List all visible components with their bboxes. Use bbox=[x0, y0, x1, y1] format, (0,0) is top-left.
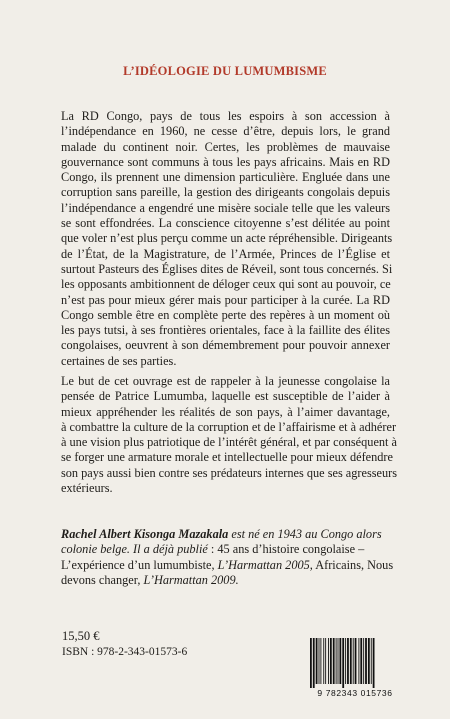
summary-paragraph bbox=[61, 109, 393, 369]
barcode-bars bbox=[308, 638, 402, 688]
bio-text: colonie belge. Il a déjà publié bbox=[61, 542, 208, 557]
author-name: Rachel Albert Kisonga Mazakala bbox=[61, 527, 229, 541]
price: 15,50 € bbox=[62, 629, 100, 643]
isbn: ISBN : 978-2-343-01573-6 bbox=[62, 646, 188, 658]
purpose-line: son pays aussi bien contre ses prédateurs internes que ses agresseurs bbox=[61, 465, 398, 480]
summary-line: l’indépendance a engendré une misère sociale telle que les valeurs bbox=[61, 200, 390, 215]
summary-line: l’indépendance en 1960, ne cesse d’être, depuis lors, le grand bbox=[61, 124, 390, 139]
purpose-line: extérieurs. bbox=[61, 481, 113, 496]
summary-line: gouvernance sont communs à tous les pays africains. Mais en RD bbox=[61, 154, 390, 169]
bio-publisher: L’Harmattan 2009. bbox=[143, 572, 239, 587]
bio-publisher: L’Harmattan 2005, bbox=[217, 557, 313, 572]
bio-text: est né en 1943 au Congo alors bbox=[228, 527, 382, 541]
book-title: L’IDÉOLOGIE DU LUMUMBISME bbox=[123, 64, 327, 78]
author-bio bbox=[61, 527, 394, 588]
purpose-paragraph bbox=[61, 374, 398, 496]
summary-line: Congo, ils prennent une dimension particulière. Engluée dans une bbox=[61, 170, 390, 185]
purpose-line: pensée de Patrice Lumumba, laquelle est susceptible de l’aider à bbox=[61, 389, 390, 404]
purpose-line: Le but de cet ouvrage est de rappeler à la jeunesse congolaise la bbox=[61, 374, 390, 388]
bio-text: : 45 ans d’histoire congolaise – bbox=[207, 542, 365, 557]
bio-book-title: Africains, Nous bbox=[312, 557, 394, 572]
summary-line: se sont effondrées. La conscience citoyenne s’est délitée au point bbox=[61, 216, 390, 231]
summary-line: de l’État, de la Magistrature, de l’Armée, Princes de l’Église et bbox=[61, 246, 390, 261]
summary-line: que voler n’est plus perçu comme un acte répréhensible. Dirigeants bbox=[61, 231, 393, 246]
summary-line: surtout Pasteurs des Églises dites de Réveil, sont tous concernés. Si bbox=[61, 261, 393, 276]
bio-book-title: L’expérience d’un lumumbiste, bbox=[61, 557, 218, 572]
purpose-line: à une vision plus patriotique de l’intérêt général, et par conséquent à bbox=[61, 435, 397, 450]
purpose-line: se forger une armature morale et intellectuelle pour mieux défendre bbox=[61, 450, 393, 465]
summary-line: Congo semble être en complète perte des repères à un moment où bbox=[61, 307, 390, 322]
purpose-line: à combattre la culture de la corruption et de l’affairisme et à adhérer bbox=[61, 419, 397, 434]
bio-book-title: devons changer, bbox=[61, 572, 144, 587]
summary-line: corruption sans pareille, la gestion des dirigeants congolais depuis bbox=[61, 185, 390, 200]
summary-line: congolaises, oeuvrent à son démembrement pour pouvoir annexer bbox=[61, 338, 390, 353]
barcode bbox=[308, 638, 402, 698]
summary-line: les pays tutsi, à ses frontières orientales, face à la faillite des élites bbox=[61, 323, 390, 338]
purpose-line: mieux appréhender les réalités de son pays, à l’aimer davantage, bbox=[61, 404, 390, 419]
summary-line: les opposants ambitionnent de déloger ceux qui sont au pouvoir, ce bbox=[61, 277, 391, 292]
summary-line: certaines de ses parties. bbox=[61, 353, 177, 368]
summary-line: La RD Congo, pays de tous les espoirs à son accession à bbox=[61, 109, 390, 123]
summary-line: malade du continent noir. Certes, les problèmes de mauvaise bbox=[61, 139, 390, 154]
barcode-digits: 9 782343 015736 bbox=[317, 688, 393, 698]
summary-line: n’est pas pour mieux gérer mais pour participer à la curée. La RD bbox=[61, 292, 390, 307]
